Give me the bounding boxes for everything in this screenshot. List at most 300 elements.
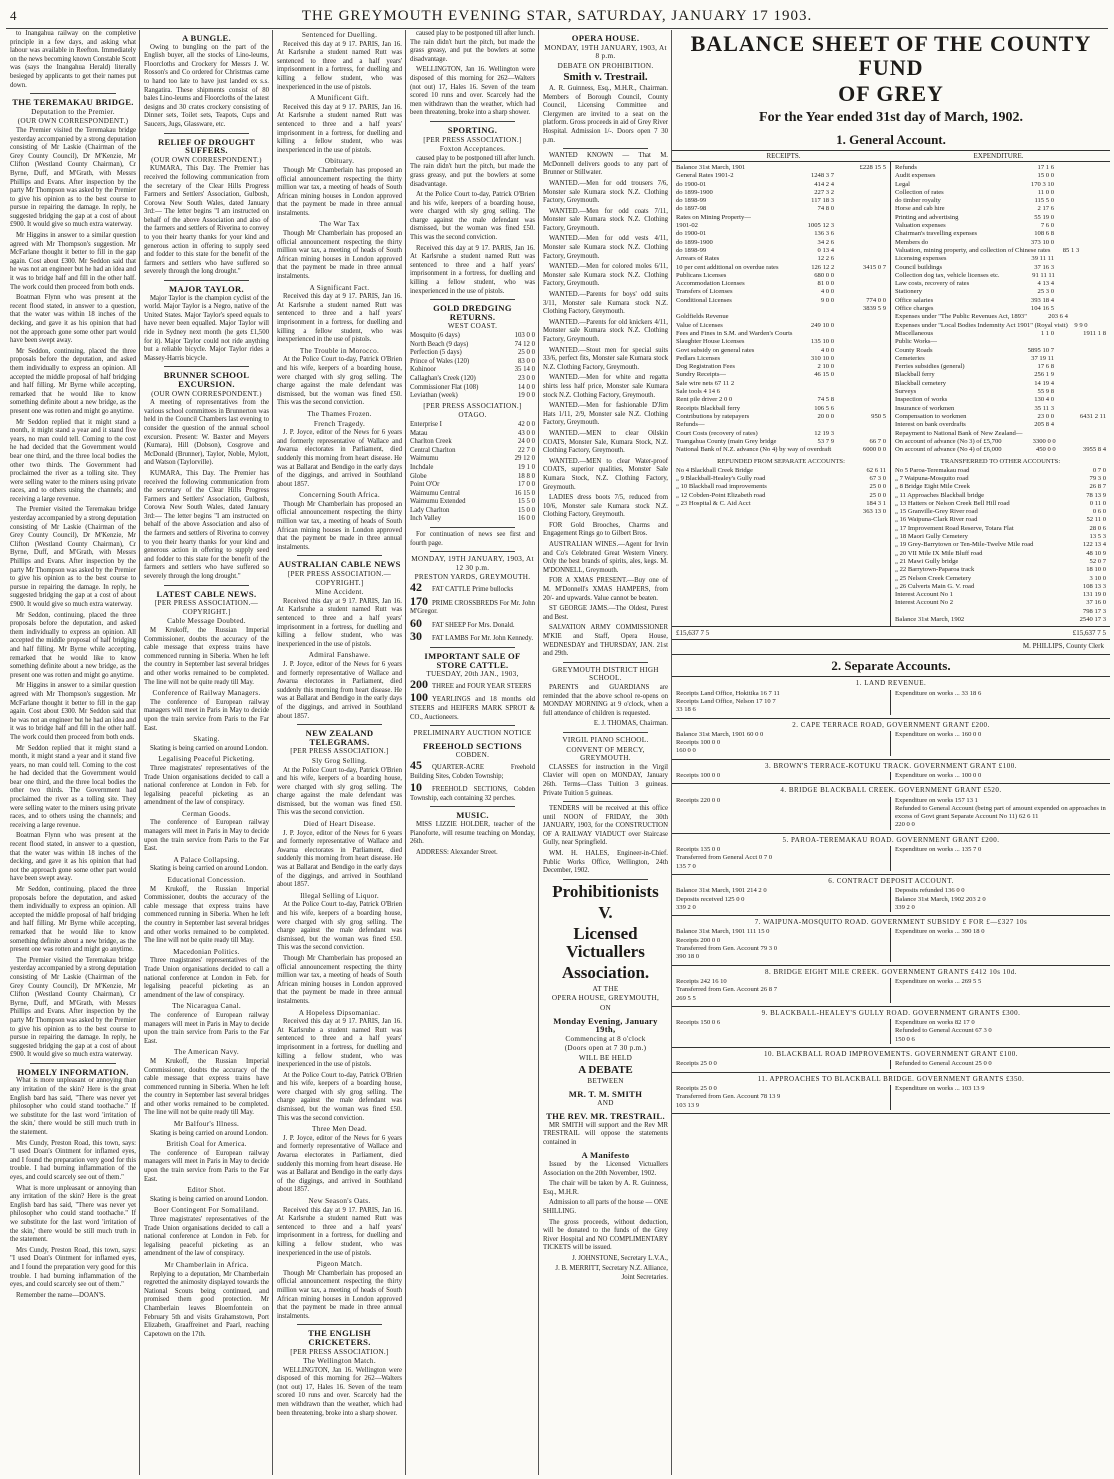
refunded-total: 363 13 0 [862, 508, 886, 516]
subheadline: Three Men Dead. [312, 1125, 367, 1134]
wanted-ad: WANTED.—Men for fashionable D'Jim Hats 1/11, 2/9, Monster sale N.Z. Clothing Factory, Greymouth. [543, 402, 668, 427]
article-text: Though Mr Chamberlain has proposed an official announcement respecting the thirty million war tax, a meeting of heads of South African mining houses in London approved that the payment be made in three annual instalments. [277, 166, 402, 217]
ledger-row [676, 467, 886, 475]
ledger-label: „ 13 Hatters or Nelson Creek Bell Hill road [895, 499, 1010, 507]
account-columns [676, 797, 1106, 830]
ledger-label: Stationery [895, 288, 923, 296]
ledger-row [676, 380, 886, 388]
ledger-label: Accommodation Licenses [676, 280, 745, 288]
ledger-amount: 3 10 0 [1089, 574, 1106, 582]
account-line: Transferred from Gen. Account 78 13 9 [676, 1093, 781, 1101]
ledger-amount: 34 2 6 [817, 238, 834, 246]
total-receipts: £15,637 7 5 [676, 629, 710, 638]
ledger-amount: 78 13 9 [1086, 491, 1106, 499]
article-text: M Krukoff, the Russian Imperial Commissioner, doubts the accuracy of the cable message that express trains have commenced running in Siberia. When he left the country in September last several bridges and other works remained to be completed. The line will not be quite ready till May. [144, 627, 269, 686]
ledger-label: „ 7 Waipuna-Mosquito road [895, 474, 969, 482]
ledger-subtotal [1054, 197, 1106, 205]
ledger-row [895, 438, 1106, 446]
article-text: Remember the name—DOAN'S. [16, 1291, 106, 1299]
ledger-subtotal [834, 322, 886, 330]
ledger-row [676, 322, 886, 330]
wanted-ad: WANTED.—Stout men for special suits 33/6, perfect fits, Monster sale Kumara stock N.Z. Clothing Factory, Greymouth. [543, 346, 668, 371]
ledger-label: Public Works— [895, 338, 938, 346]
list-item-value: 15 0 0 [518, 506, 535, 514]
account-block [672, 1007, 1110, 1048]
headline: AUSTRALIAN CABLE NEWS [278, 559, 401, 570]
sale-date: TUESDAY, 20th JAN., 1903, [426, 670, 519, 679]
ledger-label: do timber royalty [895, 197, 941, 205]
list-item [410, 455, 535, 464]
ledger-amount [1022, 430, 1065, 438]
account-line: Expenditure on works ... 100 0 0 [895, 772, 982, 779]
ledger-amount [792, 330, 841, 338]
account-title: 6. CONTRACT DEPOSIT ACCOUNT. [828, 876, 954, 885]
ledger-row [676, 347, 886, 355]
debate-line: MR. T. M. SMITH [568, 1088, 643, 1099]
ledger-amount: 74 8 0 [817, 205, 834, 213]
list-item [410, 332, 535, 341]
ad-text: LADIES dress boots 7/5, reduced from 10/6, Monster sale Kumara stock N.Z. Clothing Factory, Greymouth. [543, 494, 668, 519]
ledger-subtotal [1054, 363, 1106, 371]
account-title: 4. BRIDGE BLACKBALL CREEK. GOVERNMENT GRANT £520. [780, 786, 1002, 795]
ledger-label: do 1898-99 [676, 197, 707, 205]
account-receipts [676, 1085, 891, 1110]
article-text: Received this day at 9 17. PARIS, Jan 16. At Karlsruhe a student named Rutt was sentenced to three and a half years' imprisonment in a fortress, for duelling and killing a fellow student, who was inexperienced in the use of pistols. [277, 40, 402, 91]
ledger-amount: 39 11 11 [1031, 255, 1054, 263]
subheadline: A Munificent Gift. [309, 94, 370, 103]
ledger-label: Balance 31st March, 1901 [676, 164, 746, 171]
newspaper-title: THE GREYMOUTH EVENING STAR, SATURDAY, JANUARY 17 1903. [301, 8, 813, 24]
ledger-row [676, 330, 886, 338]
ledger-label: Value of Licenses [676, 321, 723, 329]
debate-line: A DEBATE [578, 1063, 633, 1076]
ledger-amount: 55 19 0 [1034, 213, 1054, 221]
article-text: Mr Higgins in answer to a similar question agreed with Mr Thompson's suggestion. Mr McFarlane thought it better to fill in the gap again. Cost about £300. Mr Seddon said that he was not an engineer but he had an idea and it was to bridge half and fill in the other half. The work could then proceed from both ends. [10, 682, 136, 741]
ledger-amount: 25 3 0 [1037, 288, 1054, 296]
ledger-amount [778, 164, 834, 172]
account-line: 390 18 0 [676, 953, 700, 961]
ledger-row [895, 322, 1106, 330]
debate-line: ON [600, 1004, 611, 1013]
list-item-text: FAT SHEEP For Mrs. Donald. [432, 621, 515, 629]
ledger-subtotal: 3839 5 9 [862, 305, 886, 313]
debate-title: V. [598, 902, 613, 922]
ledger-label: Interest Account No 2 [895, 599, 954, 607]
ledger-label: Blackball ferry [895, 371, 935, 379]
subheadline: Skating. [193, 735, 220, 744]
list-item [410, 421, 535, 430]
debate-line: Monday Evening, January 19th, [553, 1015, 658, 1035]
list-item-number: 45 [410, 757, 422, 772]
ledger-row [676, 205, 886, 213]
account-block [672, 1048, 1110, 1073]
list-item-label: Waimumu Extended [410, 498, 466, 506]
ledger-amount: 74 5 8 [817, 396, 834, 404]
ledger-label [676, 305, 778, 313]
store-cattle-list [410, 676, 535, 722]
article-text: Mr Seddon, continuing, placed the three proposals before the deputation, and asked them individually to express an opinion. All accepted the middle proposal of half bridging and half filling. Mr Byrne while accepting, remarked that he would like to know something definite about a new bridge, as the present one was rotten and might go anytime. [10, 611, 136, 679]
ledger-subtotal [1054, 388, 1106, 396]
subheadline: The War Tax [319, 220, 360, 229]
ledger-row [676, 405, 886, 413]
article-text: Though Mr Chamberlain has proposed an official announcement respecting the thirty million war tax, a meeting of heads of South African mining houses in London approved that the payment be made in three annual instalments. [277, 954, 402, 1005]
ledger-subtotal [1054, 355, 1106, 363]
account-columns [676, 731, 1106, 756]
ledger-row [895, 566, 1106, 574]
list-item [410, 515, 535, 524]
list-item-value: 23 0 0 [518, 374, 535, 382]
otago-returns-list [410, 421, 535, 524]
subheadline: Deputation to the Premier. [31, 107, 115, 116]
ledger-subtotal [1079, 247, 1106, 255]
article-text: Major Taylor is the champion cyclist of the world. Major Taylor is a Negro, native of the United States. Major Taylor's speed equals to have never been equalled. Major Taylor will ride in Sydney next month (he gets £1,500 for it). Major Taylor could not ride anything but a reliable bicycle. Major Taylor rides a Massey-Harris bicycle. [144, 294, 269, 362]
account-line: Balance 31st March, 1901 60 0 0 [676, 730, 764, 738]
column-4 [406, 30, 539, 1475]
ledger-label: Interest on bank overdrafts [895, 421, 966, 429]
account-expenditure [891, 1085, 1106, 1110]
account-title: 8. BRIDGE EIGHT MILE CREEK. GOVERNMENT GRANTS £412 10s 10d. [764, 967, 1018, 976]
list-item-number: 100 [410, 690, 428, 705]
ledger-row [895, 205, 1106, 213]
ledger-amount: 28 0 6 [1089, 524, 1106, 532]
account-line: 33 18 6 [676, 706, 696, 714]
account-block [672, 784, 1110, 833]
ledger-row [895, 189, 1106, 197]
ledger-label: „ 11 Approaches Blackball bridge [895, 491, 985, 499]
account-block [672, 875, 1110, 916]
list-item-label: Enterprise I [410, 420, 442, 428]
ledger-amount: 4 0 0 [820, 288, 834, 296]
wanted-ads [543, 152, 668, 492]
list-item-label: Waimumu Central [410, 489, 460, 497]
article-text: TENDERS will be received at this office until NOON of FRIDAY, the 30th JANUARY, 1903, for the CONSTRUCTION OF A RAILWAY VIADUCT over Staircase Gully, near Springfield. [543, 805, 668, 847]
ledger-label: „ 18 Maori Gully Cemetery [895, 533, 968, 541]
subheadline: Macedonian Politics. [173, 947, 240, 956]
subheadline: COBDEN. [455, 751, 490, 760]
subheadline: A Palace Collapsing. [173, 855, 240, 864]
account-line: Expenditure on works ... 390 18 0 [895, 928, 985, 936]
account-title: 7. WAIPUNA-MOSQUITO ROAD. GOVERNMENT SUBSIDY £ FOR £—£327 10s [754, 918, 1028, 927]
article-text: J. P. Joyce, editor of the News for 6 years and formerly representative of Wallace and Awarua electorates in Parliament, died suddenly this morning from heart disease. He was at Ballarat and Bendigo in the early days of the diggings, and arrived in Southland about 1857. [277, 429, 402, 488]
list-item [410, 438, 535, 447]
article-text: Three magistrates' representatives of the Trade Union organisations decided to call a national conference at London in Feb. for legalising peaceful picketing as an amendment of the law of conspiracy. [144, 764, 269, 807]
column-3 [273, 30, 406, 1475]
ledger-amount: 14 19 4 [1034, 379, 1054, 387]
article-text: What is more unpleasant or annoying than any irritation of the skin? Here is the great English bard has said, "There was never yet philosopher who could stand toothache." If we substitute for the last word 'irritation of the skin,' there would be still much truth in the statement. [10, 1184, 136, 1244]
account-receipts [676, 846, 891, 871]
ledger-label: Horse and cab hire [895, 205, 945, 213]
ledger-row [895, 255, 1106, 263]
article-text: At the Police Court to-day, Patrick O'Brien and his wife, keepers of a boarding house, were charged with sly grog selling. The charge against the male defendant was dismissed, but the woman was fined £50. This was the second conviction. [277, 1071, 402, 1122]
ledger-row [676, 164, 886, 172]
ledger-amount: 25 0 0 [869, 491, 886, 499]
list-item-text: YEARLINGS and 18 months old STEERS and HEIFERS MARK SPROT & CO., Auctioneers. [410, 696, 535, 721]
subheadline: Admiral Fanshawe. [308, 651, 371, 660]
ledger-subtotal [834, 363, 886, 371]
ledger-row [676, 264, 886, 272]
headline: MUSIC. [456, 810, 489, 821]
subheadline: The Wellington Match. [303, 1357, 376, 1366]
ledger-amount: 115 5 0 [1034, 197, 1054, 205]
ledger-row [895, 483, 1106, 491]
account-block [672, 677, 1110, 718]
ledger-row [895, 508, 1106, 516]
balance-sheet [672, 30, 1110, 1475]
ledger-subtotal [834, 255, 886, 263]
ledger-label: „ 9 Blackball-Healey's Gully road [676, 474, 766, 482]
ledger-label: Sundry Receipts— [676, 371, 726, 379]
subheadline: The Nicaragua Canal. [172, 1002, 241, 1011]
debate-title: Licensed Victuallers [566, 923, 645, 961]
account-receipts [676, 978, 891, 1003]
article-text: What is more unpleasant or annoying than any irritation of the skin? Here is the great English bard has said, "There was never yet philosopher who could stand toothache." If we substitute for the last word 'irritation of the skin,' there would be still much truth in the statement. [10, 1077, 136, 1137]
ledger-row [676, 239, 886, 247]
wanted-ad: WANTED.—Men for colored moles 6/11, Monster sale Kumara stock N.Z. Clothing Factory, Greymouth. [543, 263, 668, 288]
article-text: The Premier visited the Teremakau bridge yesterday accompanied by a strong deputation consisting of Mr Laskie (Chairman of the Grey County Council), Dr M'Kenzie, Mr Clifton (Westland County Chairman), Cr Byrne, Duff, and M'Grath, with Messrs Phillips and Evans. After inspection by the party Mr Thompson was asked by the Premier to give his opinion as to the best course to pursue in repairing the damage. In reply, he suggested bridging the gap at a cost of about £900. It would give so much extra waterway. [10, 506, 136, 608]
account-line: Receipts 150 0 6 [676, 1019, 721, 1027]
article-text: The conference of European railway managers will meet in Paris in May to decide upon the train service from Paris to the Far East. [144, 1149, 269, 1183]
ledger-row [895, 247, 1106, 255]
list-item [410, 780, 535, 803]
account-title: 2. CAPE TERRACE ROAD, GOVERNMENT GRANT £200. [792, 720, 990, 729]
article-text: Replying to a deputation, Mr Chamberlain regretted the animosity displayed towards the National Scouts being continued, and promised them good protection. Mr Chamberlain leaves Bloemfontein on February 5th and visits Grahamstown, Port Elizabeth, Graaffreinet and Paarl, reaching Capetown on the 17th. [144, 1270, 269, 1338]
ledger-row [895, 500, 1106, 508]
total-expenditure: £15,637 7 5 [1072, 629, 1106, 638]
debate-line: BETWEEN [587, 1077, 624, 1086]
account-block [672, 966, 1110, 1007]
list-item-label: Perfection (5 days) [410, 349, 462, 357]
article-text: Received this day at 9 17. PARIS, Jan 16. At Karlsruhe a student named Rutt was sentenced to three and a half years' imprisonment in a fortress, for duelling and killing a fellow student, who was inexperienced in the use of pistols. [277, 1206, 402, 1257]
wanted-ad: WANTED.—Men for odd trousers 7/6, Monster sale Kumara stock N.Z. Clothing Factory, Greymouth. [543, 179, 668, 205]
ledger-row [895, 599, 1106, 607]
ledger-subtotal: £228 15 5 [859, 164, 886, 171]
ledger-row [895, 380, 1106, 388]
ledger-row [895, 363, 1106, 371]
ledger-amount: 108 13 3 [1082, 582, 1106, 590]
account-receipts [676, 772, 891, 780]
ledger-row [676, 430, 886, 438]
ledger-amount: 37 16 0 [1086, 599, 1106, 607]
ledger-subtotal [1068, 313, 1106, 321]
account-line: 339 2 0 [895, 903, 915, 911]
ledger-row [895, 272, 1106, 280]
stock-sale-list [410, 580, 535, 644]
list-item [410, 580, 535, 595]
account-line: 135 7 0 [676, 862, 696, 870]
ledger-row [676, 288, 886, 296]
list-item [410, 366, 535, 375]
wanted-ad: WANTED.—MEN to clear Water-proof COATS, superior qualities, Monster Sale Kumara Stock, N.Z. Clothing Factory, Greymouth. [543, 457, 668, 491]
ledger-subtotal [834, 214, 886, 222]
list-item [410, 498, 535, 507]
refunded-column [672, 456, 891, 626]
list-item-label: Waimumu [410, 455, 439, 463]
account-block [672, 760, 1110, 785]
ledger-row [895, 430, 1106, 438]
ledger-subtotal [834, 247, 886, 255]
ledger-amount: 79 3 0 [1089, 474, 1106, 482]
ledger-subtotal: 774 0 0 [866, 296, 886, 304]
article-text: A. R. Guinness, Esq., M.H.R., Chairman. Members of Borough Council, County Council, Licensing Committee and Clergymen are invited to a seat on the platform. Gross proceeds in aid of Grey River Hospital. Admission 1/-. Doors open 7 30 p.m. [543, 84, 668, 144]
ledger-label: do 1899-1900 [676, 188, 713, 196]
headline: SPORTING. [447, 124, 498, 135]
ledger-amount: 12 2 6 [817, 255, 834, 263]
list-item [410, 392, 535, 401]
ledger-label: 1901-02 [676, 222, 698, 230]
ledger-label: Transfers of Licenses [676, 288, 733, 296]
ledger-label: Slaughter House Licenses [676, 338, 745, 346]
ledger-amount: 2 17 6 [1037, 205, 1054, 213]
ledger-row [676, 371, 886, 379]
ledger-amount: 18 10 0 [1086, 566, 1106, 574]
ledger-subtotal [1054, 405, 1106, 413]
ledger-amount: 0 11 0 [1089, 499, 1106, 507]
ledger-label: „ 21 Mawi Gully bridge [895, 557, 959, 565]
list-item-label: Leviathan (week) [410, 392, 458, 400]
ledger-amount: 25 0 0 [869, 483, 886, 491]
ledger-label: General Rates 1901-2 [676, 172, 734, 180]
list-item-value: 16 15 0 [514, 489, 535, 497]
subheadline: The Thames Frozen. [307, 409, 372, 418]
account-columns [676, 772, 1106, 780]
ledger-row [676, 421, 886, 429]
ledger-label: Publicans Licenses [676, 271, 727, 279]
ledger-subtotal [834, 405, 886, 413]
ledger-row [676, 247, 886, 255]
account-line: Receipts 100 0 0 [676, 772, 721, 779]
ledger-label: On account of advance (No 4) of £6,000 [895, 446, 1002, 454]
ledger-subtotal [834, 288, 886, 296]
debate-line: WILL BE HELD [578, 1054, 633, 1062]
debate-line: AT THE [592, 984, 619, 993]
list-item [410, 757, 535, 781]
account-title: 1. LAND REVENUE. [855, 679, 927, 688]
article-text: Skating is being carried on around London. [150, 1129, 268, 1137]
ledger-subtotal [1054, 288, 1106, 296]
ledger-subtotal [1054, 222, 1106, 230]
account-block [672, 1073, 1110, 1114]
balance-close-label: Balance 31st March, 1902 [895, 616, 965, 624]
ledger-amount: 62 6 11 [866, 466, 886, 474]
byline: [PER PRESS ASSOCIATION.] [423, 401, 522, 410]
account-line: Balance 31st March, 1902 203 2 0 [895, 895, 986, 903]
ledger-row [676, 197, 886, 205]
ledger-row [895, 288, 1106, 296]
ledger-label: „ 10 Blackball road improvements [676, 483, 767, 491]
ad-text: AUSTRALIAN WINES.—Agent for Irvin and Co's Celebrated Great Western Vinery. Only the best brands of spirits, ales, kegs. M. M'DONNELL, Greymouth. [543, 541, 668, 574]
list-item-value: 42 0 0 [518, 420, 535, 428]
list-item-value: 74 12 0 [514, 340, 535, 348]
account-line: 150 0 6 [895, 1035, 915, 1043]
article-text: A meeting of representatives from the various school committees in Brunnerton was held in the Council Chambers last evening to consider the question of the annual school excursion. Present: W. Baxter and Meyers (Kumara), Hill (Dobson), Cosgrove and McDonald (Brunner), Taylor, Noble, Mylott, and Watson (Taylorville). [144, 399, 269, 467]
ledger-subtotal: 3415 0 7 [862, 263, 886, 271]
ledger-label: „ 25 Nelson Creek Cemetery [895, 574, 972, 582]
ledger-label: Govt subsidy on general rates [676, 346, 755, 354]
ledger-amount: 85 1 3 [1062, 246, 1080, 254]
ledger-label: Valuation, mining property, and collection of Chinese rates [895, 246, 1051, 254]
debate-line: The chair will be taken by A. R. Guinness, Esq., M.H.R. [543, 1180, 668, 1196]
ledger-amount: 130 4 0 [1034, 396, 1054, 404]
list-item-value: 25 0 0 [518, 349, 535, 357]
ledger-amount: 11 0 0 [1037, 188, 1054, 196]
article-text: Skating is being carried on around London. [150, 744, 268, 752]
list-item-value: 19 0 0 [518, 392, 535, 400]
headline: HOMELY INFORMATION. [17, 1066, 129, 1077]
ledger-row [895, 516, 1106, 524]
ledger-row [676, 313, 886, 321]
article-text: to Inangahua railway on the completive principle in a few days, and asking what labour was available in Reefton. Immediately on the news becoming known Constable Scott was (says the Inangahua Herald) literally besieged by applicants to get their names put down. [10, 30, 136, 89]
ledger-subtotal [1054, 164, 1106, 172]
article-text: J. P. Joyce, editor of the News for 6 years and formerly representative of Wallace and Awarua electorates in Parliament, died suddenly this morning from heart disease. He was at Ballarat and Bendigo in the early days of the diggings, and arrived in Southland about 1857. [277, 660, 402, 720]
article-text: The Premier visited the Teremakau bridge yesterday accompanied by a strong deputation consisting of Mr Laskie (Chairman of the Grey County Council), Dr M'Kenzie, Mr Clifton (Westland County Chairman), Cr Byrne, Duff, and M'Grath, with Messrs Phillips and Evans. After inspection by the party Mr Thompson was asked by the Premier to give his opinion as to the best course to pursue in repairing the damage. In reply, he suggested bridging the gap at a cost of about £900. It would give so much extra waterway. [10, 126, 136, 229]
account-line: Refunded to General Account 25 0 0 [895, 1060, 992, 1068]
account-line: Receipts 25 0 0 [676, 1060, 717, 1068]
article-text: Received this day at 9 17. PARIS, Jan 16. At Karlsruhe a student named Rutt was sentenced to three and a half years' imprisonment in a fortress, for duelling and killing a fellow student, who was inexperienced in the use of pistols. [277, 597, 402, 648]
ledger-label: Legal [895, 180, 911, 188]
ledger-subtotal [1054, 239, 1106, 247]
article-text: MISS LIZZIE HOLDER, teacher of the Pianoforte, will resume teaching on Monday, 26th. [410, 820, 535, 846]
account-columns [676, 1019, 1106, 1044]
transferred-column [891, 456, 1110, 626]
wanted-ad: WANTED.—MEN to clear Oilskin COATS, Monster Sale, Kumara Stock, N.Z. Clothing Factory, Greymouth. [543, 429, 668, 455]
ad-text: FOR A XMAS PRESENT.—Buy one of M. M'Donnell's XMAS HAMPERS, from 20/- and upwards. Value cannot be beaten. [543, 577, 668, 602]
ledger-amount: 52 0 7 [1089, 557, 1106, 565]
ledger-row [895, 446, 1106, 454]
ledger-label: „ 16 Waipuna-Clark River road [895, 516, 978, 524]
ledger-row [895, 222, 1106, 230]
article-text: Received this day at 9 17. PARIS, Jan 16. At Karlsruhe a student named Rutt was sentenced to three and a half years' imprisonment in a fortress, for duelling and killing a fellow student, who was inexperienced in the use of pistols. [277, 103, 402, 154]
account-line: Expenditure on works ... 135 7 0 [895, 846, 982, 854]
ledger-subtotal [841, 330, 886, 338]
debate-line: (Doors open at 7 30 p.m.) [564, 1044, 647, 1053]
ledger-amount: 135 10 0 [810, 338, 834, 346]
account-line: Expenditure on works 157 13 1 [895, 796, 978, 804]
subheadline: Obituary. [324, 157, 355, 166]
ledger-subtotal [834, 280, 886, 288]
account-title: 5. PAROA-TEREMAKAU ROAD. GOVERNMENT GRANT £200. [782, 835, 1000, 844]
ledger-amount: 12 19 3 [814, 429, 834, 437]
ledger-subtotal: 1911 1 8 [1083, 329, 1106, 337]
ledger-row [676, 255, 886, 263]
ledger-amount: 37 19 11 [1031, 354, 1054, 362]
ledger-row [895, 230, 1106, 238]
ledger-amount: 23 0 0 [1037, 412, 1054, 420]
ledger-amount: 136 3 6 [814, 230, 834, 238]
account-receipts [676, 731, 891, 756]
list-item-label: Callaghan's Creek (120) [410, 374, 476, 382]
ledger-subtotal [834, 172, 886, 180]
account-title: 9. BLACKBALL-HEALEY'S GULLY ROAD. GOVERNMENT GRANTS £300. [761, 1008, 1021, 1017]
ledger-label: Conditional Licenses [676, 296, 732, 304]
headline: NEW ZEALAND TELEGRAMS. [305, 728, 374, 747]
ledger-row [895, 475, 1106, 483]
transferred-title: TRANSFERRED TO OTHER ACCOUNTS: [940, 458, 1061, 466]
account-line: 269 5 5 [676, 994, 696, 1002]
list-item [410, 481, 535, 490]
ledger-amount: 26 8 7 [1089, 483, 1106, 491]
list-item [410, 507, 535, 516]
separate-accounts [672, 676, 1110, 1113]
ledger-subtotal [1054, 396, 1106, 404]
subheadline: VIRGIL PIANO SCHOOL. [562, 735, 649, 744]
ledger-subtotal [834, 430, 886, 438]
ledger-subtotal [1054, 380, 1106, 388]
list-item [410, 447, 535, 456]
account-columns [676, 690, 1106, 715]
masthead-rule [6, 28, 1108, 29]
ledger-label: „ 12 Cobden-Point Elizabeth road [676, 491, 766, 499]
ledger-subtotal [1054, 338, 1106, 346]
